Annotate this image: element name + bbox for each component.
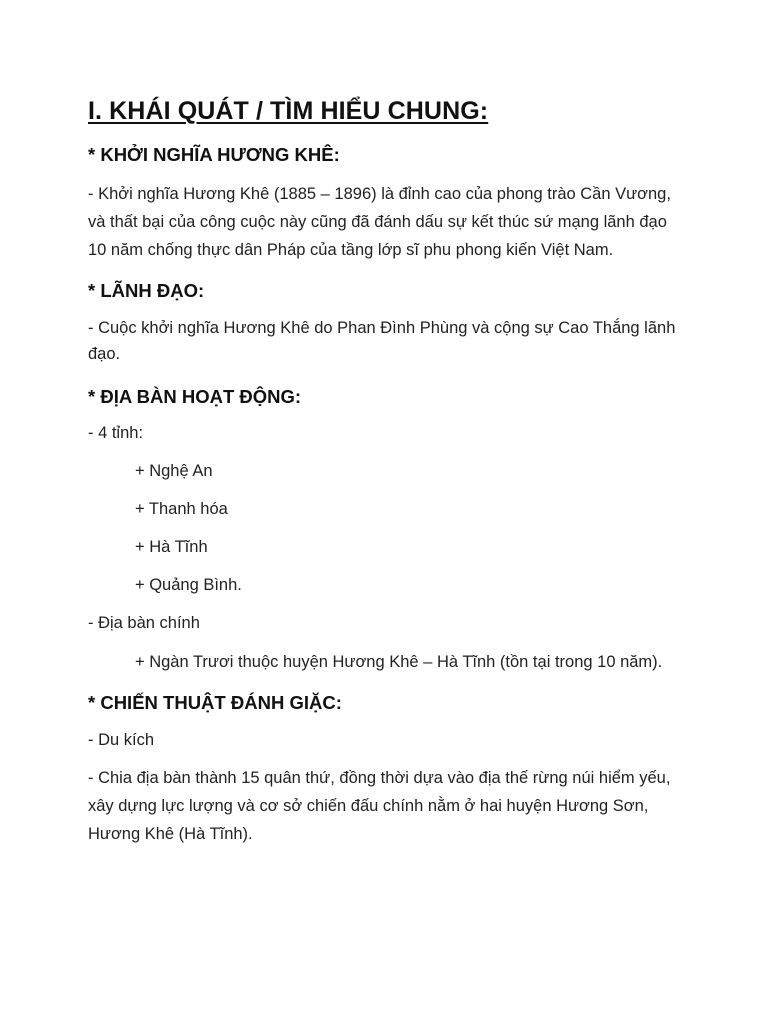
dia-ban-intro: - 4 tỉnh: — [88, 424, 144, 442]
chien-thuat-item-1: - Du kích — [88, 731, 155, 749]
paragraph-lanh-dao: - Cuộc khởi nghĩa Hương Khê do Phan Đình Phùng và cộng sự Cao Thắng lãnh đạo. — [88, 319, 676, 363]
heading-dia-ban: * ĐỊA BÀN HOẠT ĐỘNG: — [88, 386, 302, 407]
heading-lanh-dao: * LÃNH ĐẠO: — [88, 280, 205, 301]
chien-thuat-item-2: - Chia địa bàn thành 15 quân thứ, đồng thời dựa vào địa thế rừng núi hiểm yếu, xây dựng lực lượng và cơ sở chiến đấu chính nằm ở hai huyện Hương Sơn, Hương Khê (Hà Tĩnh). — [88, 769, 671, 843]
heading-chien-thuat: * CHIẾN THUẬT ĐÁNH GIẶC: — [88, 692, 342, 713]
page-title: I. KHÁI QUÁT / TÌM HIỂU CHUNG: — [88, 97, 489, 125]
province-item: + Thanh hóa — [135, 500, 228, 518]
paragraph-khoi-nghia: - Khởi nghĩa Hương Khê (1885 – 1896) là đỉnh cao của phong trào Cần Vương, và thất bại của công cuộc này cũng đã đánh dấu sự kết thúc sứ mạng lãnh đạo 10 năm chống thực dân Pháp của tầng lớp sĩ phu phong kiến Việt Nam. — [88, 185, 671, 259]
document-page — [88, 94, 688, 848]
province-item: + Hà Tĩnh — [135, 538, 208, 556]
province-item: + Nghệ An — [135, 462, 213, 480]
dia-ban-main-text: + Ngàn Trươi thuộc huyện Hương Khê – Hà Tĩnh (tồn tại trong 10 năm). — [135, 653, 663, 671]
province-item: + Quảng Bình. — [135, 576, 242, 594]
dia-ban-main-label: - Địa bàn chính — [88, 614, 200, 632]
heading-khoi-nghia: * KHỞI NGHĨA HƯƠNG KHÊ: — [88, 144, 340, 165]
